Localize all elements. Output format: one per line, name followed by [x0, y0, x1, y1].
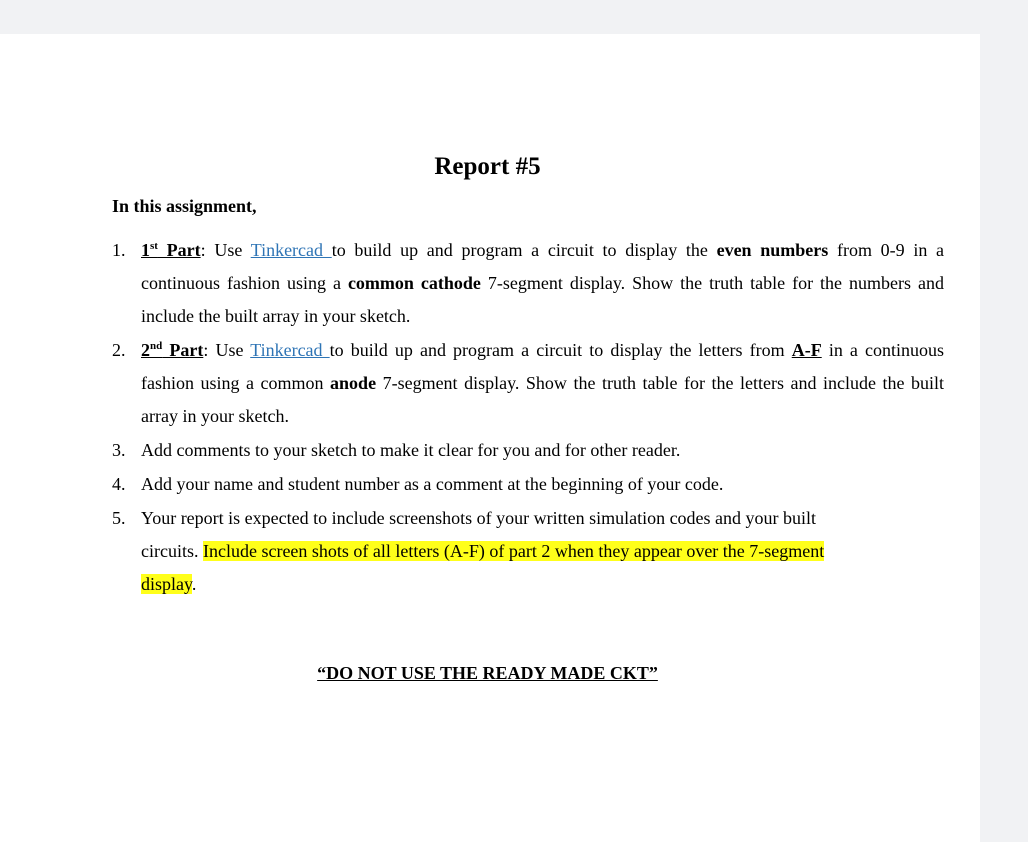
- list-number: 3.: [112, 440, 126, 460]
- footer-warning: “DO NOT USE THE READY MADE CKT”: [317, 663, 658, 683]
- assignment-list: [112, 234, 944, 602]
- item-text: Add comments to your sketch to make it clear for you and for other reader.: [141, 440, 681, 460]
- tinkercad-link[interactable]: Tinkercad: [250, 340, 330, 360]
- bold-text: even numbers: [716, 240, 829, 260]
- part-superscript: st: [150, 240, 158, 252]
- item-text: Add your name and student number as a comment at the beginning of your code.: [141, 474, 724, 494]
- list-number: 1.: [112, 240, 126, 260]
- highlighted-text: Include screen shots of all letters (A-F) of part 2 when they appear over the 7-segment display: [141, 541, 825, 594]
- item-text: Your report is expected to include screenshots of your written simulation codes and your built circuits.: [141, 508, 817, 561]
- list-item-part-2: [112, 334, 944, 433]
- text-segment: 7-segment display. Show the truth table for the letters and include the built array in your sketch.: [141, 373, 944, 426]
- list-item-4: [112, 468, 944, 501]
- list-number: 5.: [112, 508, 126, 528]
- bold-text: A-F: [791, 340, 822, 360]
- text-segment: 7-segment display. Show the truth table for the numbers and include the built array in your sketch.: [141, 273, 945, 326]
- text-segment: Use: [208, 340, 251, 360]
- colon: :: [203, 340, 209, 360]
- document-title: Report #5: [434, 153, 541, 180]
- text-segment: Use: [205, 240, 251, 260]
- text-segment: from 0-9 in a continuous fashion using a: [141, 240, 945, 293]
- bold-text: anode: [330, 373, 377, 393]
- text-segment: to build up and program a circuit to display the letters from: [329, 340, 792, 360]
- part-word: Part: [162, 340, 204, 360]
- list-item-3: [112, 434, 944, 467]
- list-number: 2.: [112, 340, 126, 360]
- part-number: 1: [141, 240, 150, 260]
- bold-text: common cathode: [347, 273, 481, 293]
- text-segment: to build up and program a circuit to display the: [331, 240, 717, 260]
- part-number: 2: [141, 340, 150, 360]
- tinkercad-link[interactable]: Tinkercad: [250, 240, 332, 260]
- part-label: [141, 340, 203, 360]
- part-superscript: nd: [150, 340, 163, 352]
- part-label: [141, 240, 201, 260]
- text-segment: in a continuous fashion using a common: [141, 340, 944, 393]
- part-word: Part: [157, 240, 201, 260]
- list-number: 4.: [112, 474, 126, 494]
- document-page: [0, 34, 980, 842]
- list-item-5: [112, 502, 865, 601]
- item-text-end: .: [191, 574, 197, 594]
- list-item-part-1: [112, 234, 944, 333]
- colon: :: [200, 240, 206, 260]
- intro-text: In this assignment,: [112, 196, 257, 216]
